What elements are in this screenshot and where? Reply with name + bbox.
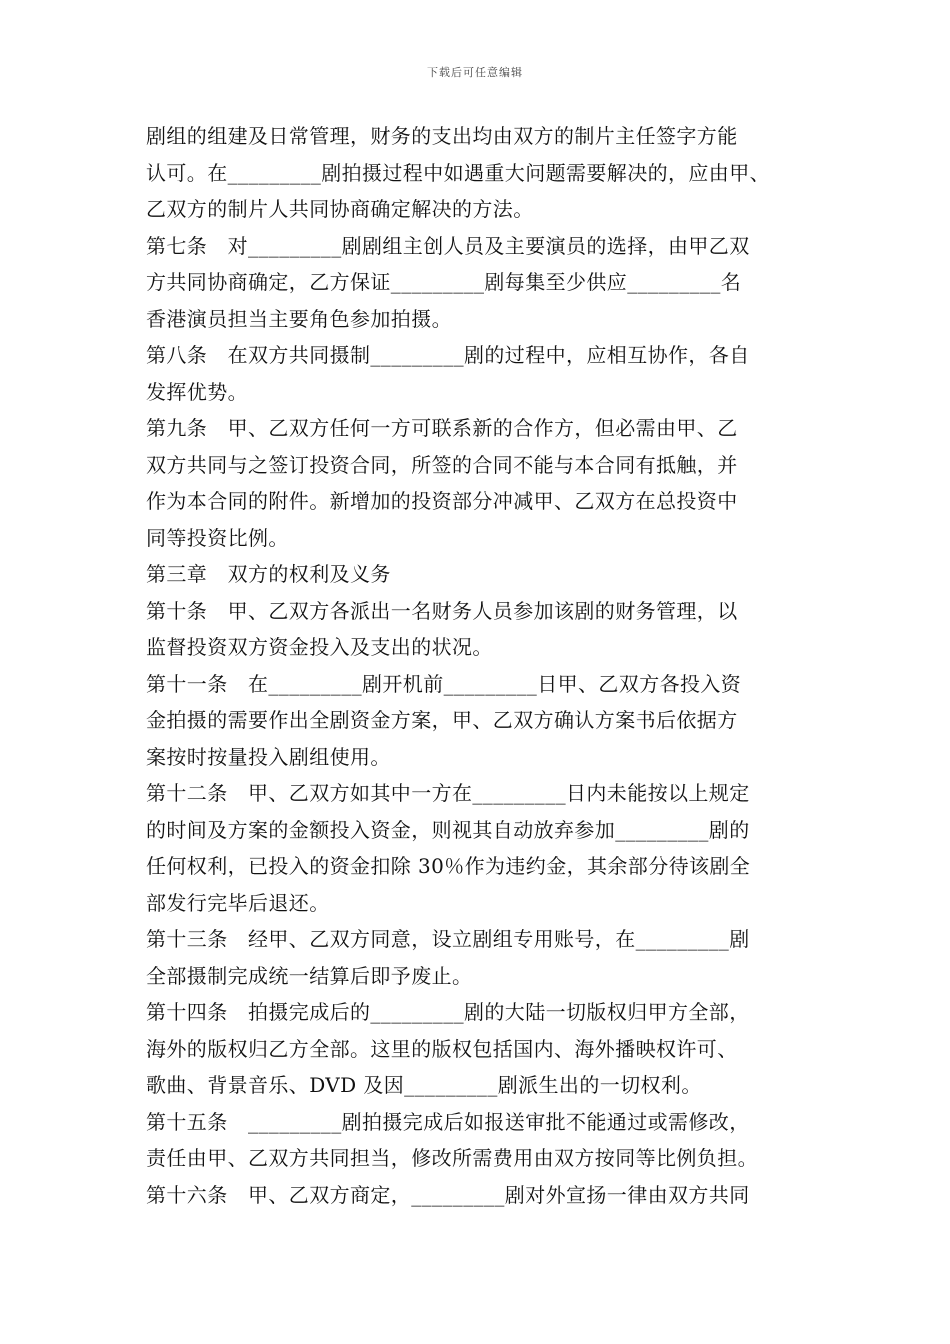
text-line: 方共同协商确定，乙方保证_________剧每集至少供应_________名 (146, 270, 742, 294)
article-11-line: 第十一条 在_________剧开机前_________日甲、乙双方各投入资 (146, 671, 742, 696)
article-14-line: 第十四条 拍摄完成后的_________剧的大陆一切版权归甲方全部， (146, 1000, 750, 1024)
text-line: 认可。在_________剧拍摄过程中如遇重大问题需要解决的，应由甲、 (146, 160, 770, 185)
article-12-line: 第十二条 甲、乙双方如其中一方在_________日内未能按以上规定 (146, 781, 750, 805)
text-line: 金拍摄的需要作出全剧资金方案，甲、乙双方确认方案书后依据方 (146, 708, 738, 732)
text-line: 剧组的组建及日常管理，财务的支出均由双方的制片主任签字方能 (146, 124, 738, 148)
text-line: 发挥优势。 (146, 379, 248, 404)
text-line: 任何权利，已投入的资金扣除 30％作为违约金，其余部分待该剧全 (146, 854, 751, 878)
text-line: 监督投资双方资金投入及支出的状况。 (146, 635, 493, 659)
text-line: 海外的版权归乙方全部。这里的版权包括国内、海外播映权许可、 (146, 1036, 738, 1061)
text-line: 双方共同与之签订投资合同，所签的合同不能与本合同有抵触，并 (146, 452, 738, 477)
text-line: 同等投资比例。 (146, 525, 289, 550)
article-13-line: 第十三条 经甲、乙双方同意，设立剧组专用账号，在_________剧 (146, 927, 750, 951)
text-line: 歌曲、背景音乐、DVD 及因_________剧派生出的一切权利。 (146, 1073, 702, 1097)
text-line: 香港演员担当主要角色参加拍摄。 (146, 306, 452, 331)
text-line: 全部摄制完成统一结算后即予废止。 (146, 963, 473, 988)
text-line: 作为本合同的附件。新增加的投资部分冲减甲、乙双方在总投资中 (146, 489, 738, 513)
text-line: 部发行完毕后退还。 (146, 890, 330, 915)
article-8-line: 第八条 在双方共同摄制_________剧的过程中，应相互协作，各自 (146, 343, 750, 367)
text-line: 乙双方的制片人共同协商确定解决的方法。 (146, 197, 534, 221)
text-line: 责任由甲、乙双方共同担当，修改所需费用由双方按同等比例负担。 (146, 1146, 758, 1170)
article-15-line: 第十五条 _________剧拍摄完成后如报送审批不能通过或需修改， (146, 1109, 750, 1134)
page-header: 下载后可任意编辑 (427, 66, 523, 79)
article-10-line: 第十条 甲、乙双方各派出一名财务人员参加该剧的财务管理，以 (146, 598, 738, 623)
article-7-line: 第七条 对_________剧剧组主创人员及主要演员的选择，由甲乙双 (146, 233, 750, 258)
article-16-line: 第十六条 甲、乙双方商定，_________剧对外宣扬一律由双方共同 (146, 1182, 750, 1207)
text-line: 的时间及方案的金额投入资金，则视其自动放弃参加_________剧的 (146, 817, 750, 842)
text-line: 案按时按量投入剧组使用。 (146, 744, 391, 769)
chapter-3-heading: 第三章 双方的权利及义务 (146, 562, 391, 586)
document-body (146, 118, 810, 1213)
article-9-line: 第九条 甲、乙双方任何一方可联系新的合作方，但必需由甲、乙 (146, 416, 738, 440)
